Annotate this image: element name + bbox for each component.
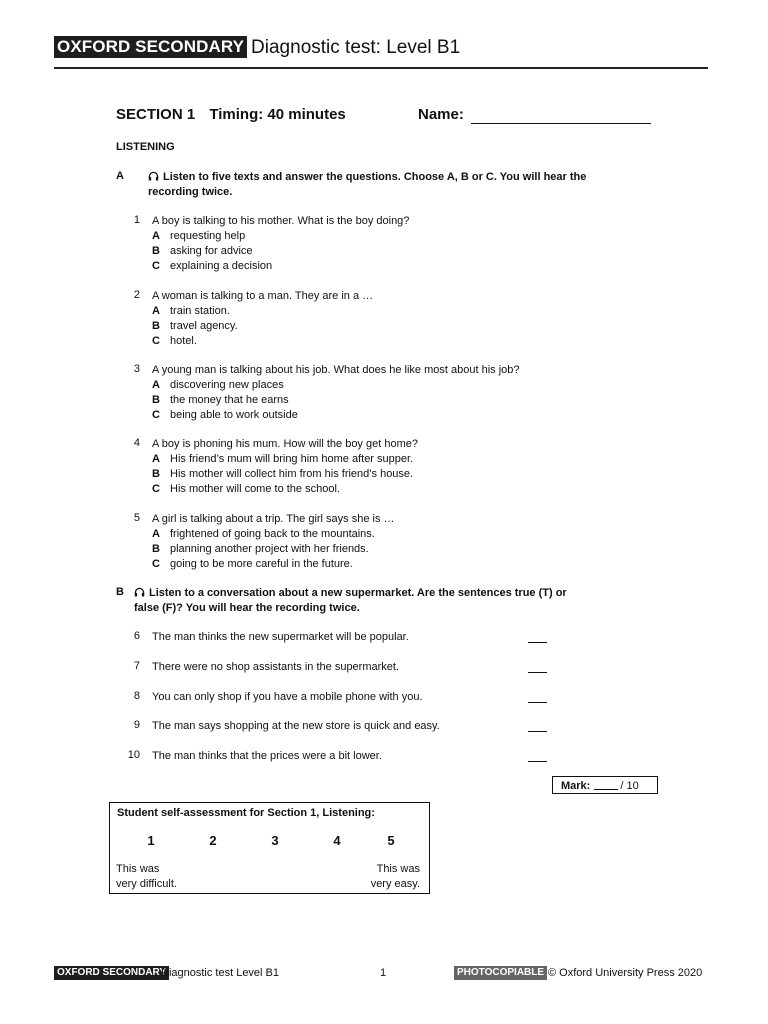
self-assessment-title: Student self-assessment for Section 1, Listening: — [117, 807, 375, 819]
option-letter: A — [152, 305, 160, 317]
section-label: SECTION 1 — [116, 106, 196, 123]
answer-option[interactable] — [152, 557, 353, 572]
statement-number: 6 — [133, 630, 140, 642]
true-false-answer-field[interactable] — [528, 672, 547, 673]
footer-brand-logo: OXFORD SECONDARY — [54, 966, 169, 980]
question-text: A boy is phoning his mum. How will the boy get home? — [152, 438, 418, 450]
option-text: travel agency. — [170, 320, 238, 332]
option-letter: C — [152, 409, 160, 421]
answer-option[interactable] — [152, 527, 375, 542]
self-assessment-box — [109, 802, 430, 894]
answer-option[interactable] — [152, 319, 238, 334]
page-header — [54, 36, 460, 60]
option-letter: B — [152, 468, 160, 480]
question-number: 5 — [133, 512, 140, 524]
option-text: His mother will collect him from his friend’s house. — [170, 468, 414, 480]
option-letter: B — [152, 320, 160, 332]
question-text: A young man is talking about his job. What does he like most about his job? — [152, 364, 520, 376]
page-number: 1 — [380, 967, 387, 979]
answer-option[interactable] — [152, 229, 245, 244]
task-b-instruction: Listen to a conversation about a new supermarket. Are the sentences true (T) or false (F)? You will hear the recording twice. — [134, 587, 567, 614]
option-text: requesting help — [170, 230, 246, 242]
option-text: frightened of going back to the mountains. — [170, 528, 375, 540]
answer-option[interactable] — [152, 393, 289, 408]
section-heading — [116, 106, 346, 123]
option-text: asking for advice — [170, 245, 253, 257]
statement-number: 7 — [133, 660, 140, 672]
scale-low-label: This was very difficult. — [116, 863, 177, 890]
task-a-letter: A — [116, 170, 124, 182]
question-number: 4 — [133, 437, 140, 449]
task-a-instruction: Listen to five texts and answer the questions. Choose A, B or C. You will hear the recording twice. — [148, 171, 587, 198]
statement-text: The man says shopping at the new store is quick and easy. — [152, 720, 440, 732]
option-text: His friend’s mum will bring him home after supper. — [170, 453, 414, 465]
question-number: 3 — [133, 363, 140, 375]
scale-option-1[interactable]: 1 — [147, 833, 155, 848]
scale-option-3[interactable]: 3 — [271, 833, 279, 848]
option-letter: A — [152, 528, 160, 540]
answer-option[interactable] — [152, 244, 253, 259]
question-text: A girl is talking about a trip. The girl says she is … — [152, 513, 395, 525]
answer-option[interactable] — [152, 334, 197, 349]
option-text: discovering new places — [170, 379, 284, 391]
question-number: 2 — [133, 289, 140, 301]
option-text: His mother will come to the school. — [170, 483, 340, 495]
brand-logo: OXFORD SECONDARY — [54, 36, 247, 58]
question-text: A woman is talking to a man. They are in a … — [152, 290, 374, 302]
name-label: Name: — [418, 106, 464, 123]
statement-number: 9 — [133, 719, 140, 731]
option-letter: C — [152, 558, 160, 570]
question-text: A boy is talking to his mother. What is the boy doing? — [152, 215, 410, 227]
option-letter: A — [152, 453, 160, 465]
scale-high-label: This was very easy. — [370, 863, 420, 890]
headphones-icon — [134, 587, 145, 597]
headphones-icon — [148, 171, 159, 181]
photocopiable-badge: PHOTOCOPIABLE — [454, 966, 547, 980]
option-letter: B — [152, 245, 160, 257]
true-false-answer-field[interactable] — [528, 731, 547, 732]
option-text: going to be more careful in the future. — [170, 558, 353, 570]
scale-option-5[interactable]: 5 — [387, 833, 395, 848]
mark-total: / 10 — [620, 780, 639, 792]
option-text: train station. — [170, 305, 230, 317]
mark-box — [552, 776, 658, 794]
statement-text: There were no shop assistants in the supermarket. — [152, 661, 400, 673]
statement-number: 10 — [127, 749, 140, 761]
statement-number: 8 — [133, 690, 140, 702]
option-text: explaining a decision — [170, 260, 273, 272]
scale-option-4[interactable]: 4 — [333, 833, 341, 848]
answer-option[interactable] — [152, 408, 298, 423]
true-false-answer-field[interactable] — [528, 702, 547, 703]
option-letter: B — [152, 394, 160, 406]
answer-option[interactable] — [152, 452, 413, 467]
answer-option[interactable] — [152, 304, 230, 319]
question-number: 1 — [133, 214, 140, 226]
option-text: the money that he earns — [170, 394, 289, 406]
scale-option-2[interactable]: 2 — [209, 833, 217, 848]
option-text: being able to work outside — [170, 409, 298, 421]
listening-heading: LISTENING — [116, 141, 175, 153]
answer-option[interactable] — [152, 259, 272, 274]
answer-option[interactable] — [152, 542, 369, 557]
true-false-answer-field[interactable] — [528, 761, 547, 762]
option-letter: C — [152, 260, 160, 272]
mark-score-field[interactable] — [594, 779, 618, 790]
footer-title: Diagnostic test Level B1 — [161, 967, 280, 979]
option-letter: B — [152, 543, 160, 555]
option-text: hotel. — [170, 335, 197, 347]
statement-text: You can only shop if you have a mobile phone with you. — [152, 691, 423, 703]
task-b-letter: B — [116, 586, 124, 598]
option-letter: C — [152, 335, 160, 347]
section-timing: Timing: 40 minutes — [209, 106, 346, 123]
page-footer — [54, 966, 708, 982]
answer-option[interactable] — [152, 378, 284, 393]
copyright-notice: © Oxford University Press 2020 — [548, 967, 703, 979]
option-text: planning another project with her friends. — [170, 543, 369, 555]
option-letter: A — [152, 379, 160, 391]
answer-option[interactable] — [152, 467, 413, 482]
true-false-answer-field[interactable] — [528, 642, 547, 643]
header-divider — [54, 67, 708, 69]
name-field[interactable] — [471, 123, 651, 124]
document-title: Diagnostic test: Level B1 — [251, 37, 461, 58]
mark-label: Mark: — [561, 780, 591, 792]
option-letter: C — [152, 483, 160, 495]
statement-text: The man thinks that the prices were a bit lower. — [152, 750, 382, 762]
option-letter: A — [152, 230, 160, 242]
statement-text: The man thinks the new supermarket will be popular. — [152, 631, 409, 643]
answer-option[interactable] — [152, 482, 340, 497]
